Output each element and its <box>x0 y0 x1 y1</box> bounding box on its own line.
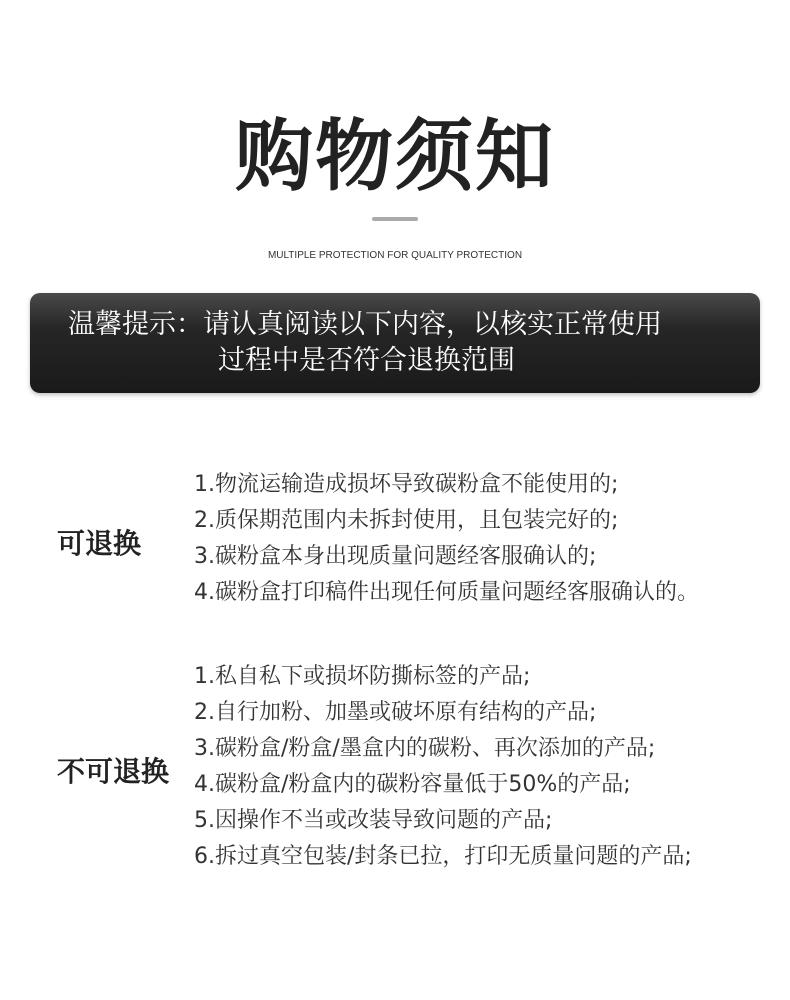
returnable-list <box>194 467 699 611</box>
list-item: 4.碳粉盒/粉盒内的碳粉容量低于50%的产品; <box>194 772 631 797</box>
list-item: 4.碳粉盒打印稿件出现任何质量问题经客服确认的。 <box>194 580 699 605</box>
title-divider <box>372 217 418 221</box>
list-item: 6.拆过真空包装/封条已拉，打印无质量问题的产品; <box>194 844 692 869</box>
list-item: 1.物流运输造成损坏导致碳粉盒不能使用的; <box>194 472 619 497</box>
page-title: 购物须知 <box>234 112 555 202</box>
list-item: 1.私自私下或损坏防撕标签的产品; <box>194 664 531 689</box>
non-returnable-label: 不可退换 <box>57 755 170 788</box>
notice-text-line-2: 过程中是否符合退换范围 <box>218 345 515 376</box>
list-item: 2.质保期范围内未拆封使用，且包装完好的; <box>194 508 619 533</box>
list-item: 3.碳粉盒本身出现质量问题经客服确认的; <box>194 544 597 569</box>
list-item: 5.因操作不当或改装导致问题的产品; <box>194 808 553 833</box>
notice-banner <box>30 293 760 393</box>
list-item: 2.自行加粉、加墨或破坏原有结构的产品; <box>194 700 597 725</box>
non-returnable-list <box>194 659 692 875</box>
list-item: 3.碳粉盒/粉盒/墨盒内的碳粉、再次添加的产品; <box>194 736 656 761</box>
notice-text-line-1: 温馨提示：请认真阅读以下内容，以核实正常使用 <box>68 309 662 340</box>
returnable-label: 可退换 <box>57 527 142 560</box>
page-subtitle: MULTIPLE PROTECTION FOR QUALITY PROTECTION <box>267 250 523 261</box>
